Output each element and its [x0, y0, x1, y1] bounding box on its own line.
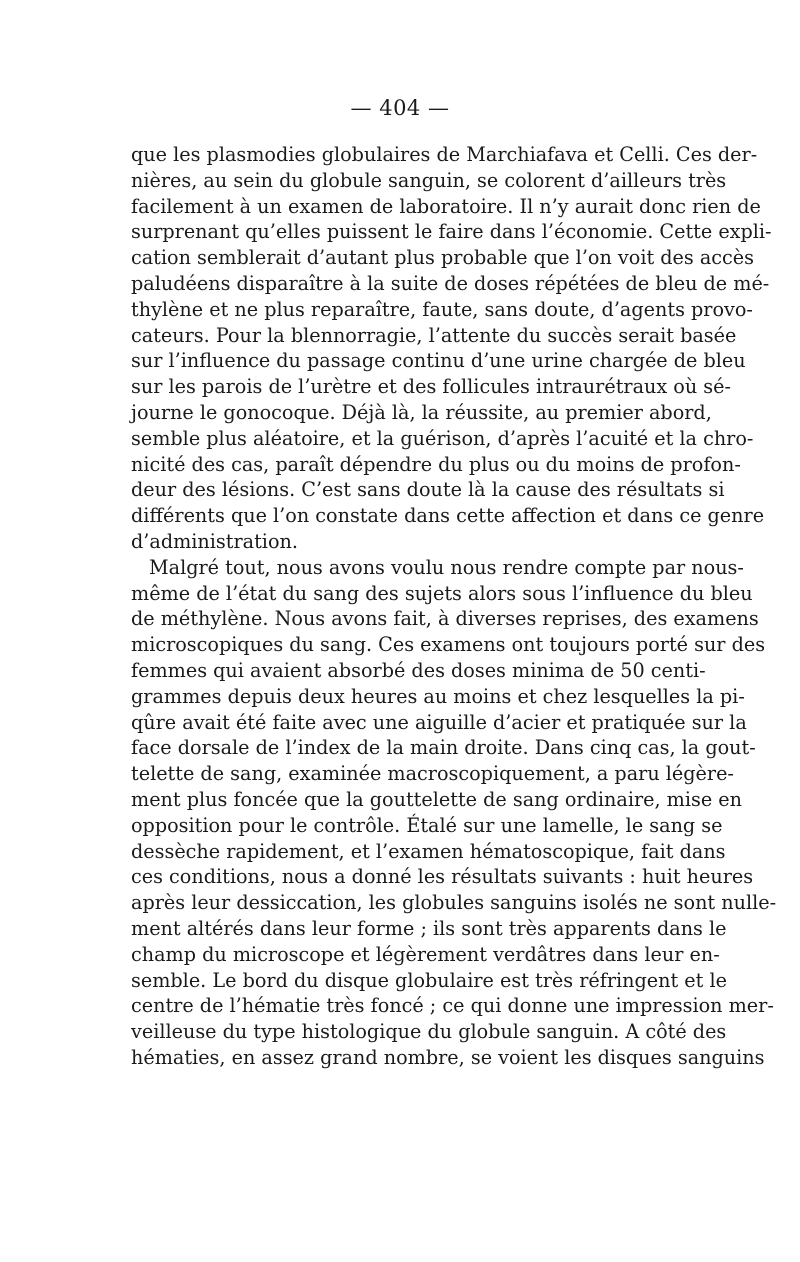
text-line: ces conditions, nous a donné les résultats suivants : huit heures — [131, 865, 754, 889]
text-line: semble plus aléatoire, et la guérison, d’après l’acuité et la chro- — [131, 426, 754, 450]
text-line: opposition pour le contrôle. Étalé sur une lamelle, le sang se — [131, 813, 723, 837]
text-line: veilleuse du type histologique du globule sanguin. A côté des — [131, 1020, 727, 1044]
text-line: qûre avait été faite avec une aiguille d’acier et pratiquée sur la — [131, 710, 747, 734]
text-line: semble. Le bord du disque globulaire est très réfringent et le — [131, 968, 727, 992]
text-line: femmes qui avaient absorbé des doses minima de 50 centi- — [131, 658, 706, 682]
page-body-text — [131, 142, 777, 1071]
text-line: centre de l’hématie très foncé ; ce qui donne une impression mer- — [131, 994, 774, 1018]
text-line: sur les parois de l’urètre et des follicules intraurétraux où sé- — [131, 375, 731, 399]
text-line: face dorsale de l’index de la main droite. Dans cinq cas, la gout- — [131, 736, 756, 760]
paragraph-end-line: d’administration. — [131, 529, 298, 553]
text-line: même de l’état du sang des sujets alors sous l’influence du bleu — [131, 581, 753, 605]
text-line: nières, au sein du globule sanguin, se colorent d’ailleurs très — [131, 168, 727, 192]
text-line: sur l’influence du passage continu d’une urine chargée de bleu — [131, 349, 746, 373]
text-line: nicité des cas, paraît dépendre du plus ou du moins de profon- — [131, 452, 741, 476]
text-line: que les plasmodies globulaires de Marchiafava et Celli. Ces der- — [131, 143, 758, 166]
page-number-header: — 404 — — [350, 96, 450, 120]
text-line: cateurs. Pour la blennorragie, l’attente du succès serait basée — [131, 323, 737, 347]
text-line: de méthylène. Nous avons fait, à diverses reprises, des examens — [131, 607, 759, 631]
text-line: dessèche rapidement, et l’examen hématoscopique, fait dans — [131, 839, 726, 863]
text-line: grammes depuis deux heures au moins et chez lesquelles la pi- — [131, 684, 745, 708]
text-line: telette de sang, examinée macroscopiquement, a paru légère- — [131, 762, 734, 786]
text-line: ment plus foncée que la gouttelette de sang ordinaire, mise en — [131, 787, 743, 811]
text-line: microscopiques du sang. Ces examens ont toujours porté sur des — [131, 633, 766, 657]
text-line: paludéens disparaître à la suite de doses répétées de bleu de mé- — [131, 271, 770, 295]
text-line: facilement à un examen de laboratoire. Il n’y aurait donc rien de — [131, 194, 761, 218]
text-line: thylène et ne plus reparaître, faute, sans doute, d’agents provo- — [131, 297, 753, 321]
text-line: cation semblerait d’autant plus probable que l’on voit des accès — [131, 246, 754, 270]
text-line: hématies, en assez grand nombre, se voient les disques sanguins — [131, 1045, 765, 1069]
text-line: différents que l’on constate dans cette affection et dans ce genre — [131, 504, 765, 528]
text-line: journe le gonocoque. Déjà là, la réussite, au premier abord, — [131, 400, 712, 424]
text-line: ment altérés dans leur forme ; ils sont très apparents dans le — [131, 916, 727, 940]
text-line: surprenant qu’elles puissent le faire dans l’économie. Cette expli- — [131, 220, 772, 244]
text-line: champ du microscope et légèrement verdâtres dans leur en- — [131, 942, 720, 966]
paragraph-start-line: Malgré tout, nous avons voulu nous rendre compte par nous- — [149, 555, 744, 579]
text-line: deur des lésions. C’est sans doute là la cause des résultats si — [131, 478, 725, 502]
text-line: après leur dessiccation, les globules sanguins isolés ne sont nulle- — [131, 891, 777, 915]
